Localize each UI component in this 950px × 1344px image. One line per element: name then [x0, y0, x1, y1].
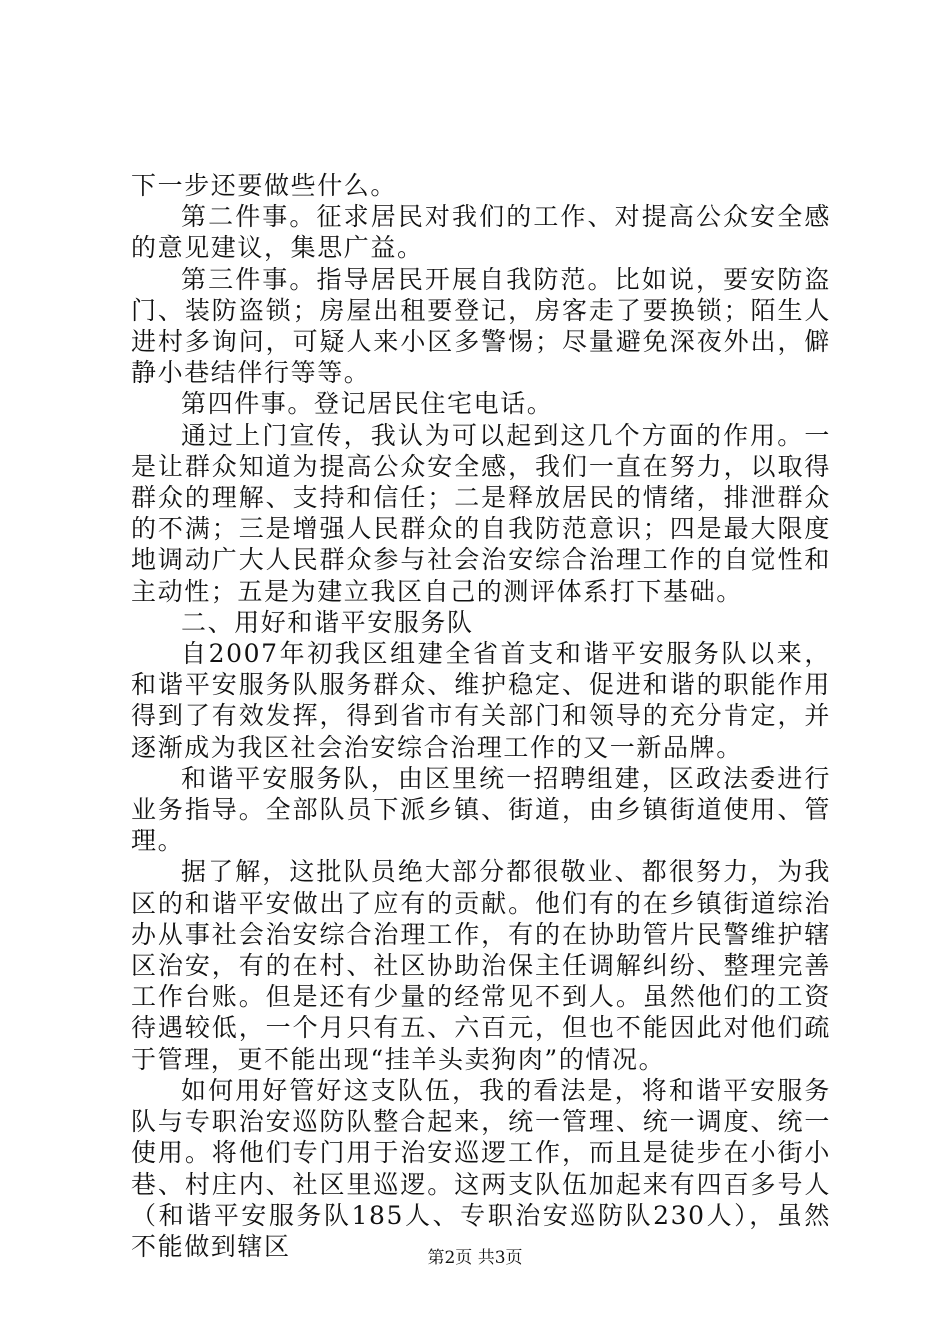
body-paragraph: 第四件事。登记居民住宅电话。	[181, 389, 554, 419]
body-paragraph: 如何用好管好这支队伍，我的看法是，将和谐平安服务队与专职治安巡防队整合起来，统一管理、统一调度、统一使用。将他们专门用于治安巡逻工作，而且是徒步在小街小巷、村庄内、社区里巡逻。这两支队伍加起来有四百多号人（和谐平安服务队185人、专职治安巡防队230人），虽然不能做到辖区	[131, 1075, 831, 1261]
body-paragraph: 自2007年初我区组建全省首支和谐平安服务队以来，和谐平安服务队服务群众、维护稳定、促进和谐的职能作用得到了有效发挥，得到省市有关部门和领导的充分肯定，并逐渐成为我区社会治安综合治理工作的又一新品牌。	[131, 639, 831, 762]
body-paragraph: 第三件事。指导居民开展自我防范。比如说，要安防盗门、装防盗锁；房屋出租要登记，房客走了要换锁；陌生人进村多询问，可疑人来小区多警惕；尽量避免深夜外出，僻静小巷结伴行等等。	[131, 264, 831, 388]
body-paragraph: 第二件事。征求居民对我们的工作、对提高公众安全感的意见建议，集思广益。	[131, 202, 831, 263]
body-paragraph: 据了解，这批队员绝大部分都很敬业、都很努力，为我区的和谐平安做出了应有的贡献。他们有的在乡镇街道综治办从事社会治安综合治理工作，有的在协助管片民警维护辖区治安，有的在村、社区协助治保主任调解纠纷、整理完善工作台账。但是还有少量的经常见不到人。虽然他们的工资待遇较低，一个月只有五、六百元，但也不能因此对他们疏于管理，更不能出现“挂羊头卖狗肉”的情况。	[131, 857, 831, 1074]
body-paragraph: 通过上门宣传，我认为可以起到这几个方面的作用。一是让群众知道为提高公众安全感，我们一直在努力，以取得群众的理解、支持和信任；二是释放居民的情绪，排泄群众的不满；三是增强人民群众的自我防范意识；四是最大限度地调动广大人民群众参与社会治安综合治理工作的自觉性和主动性；五是为建立我区自己的测评体系打下基础。	[131, 420, 831, 606]
document-body	[131, 170, 831, 1262]
body-paragraph: 和谐平安服务队，由区里统一招聘组建，区政法委进行业务指导。全部队员下派乡镇、街道，由乡镇街道使用、管理。	[131, 763, 831, 856]
page-footer: 第2页 共3页	[427, 1248, 523, 1268]
body-paragraph: 下一步还要做些什么。	[131, 171, 398, 200]
section-heading: 二、用好和谐平安服务队	[181, 607, 474, 637]
